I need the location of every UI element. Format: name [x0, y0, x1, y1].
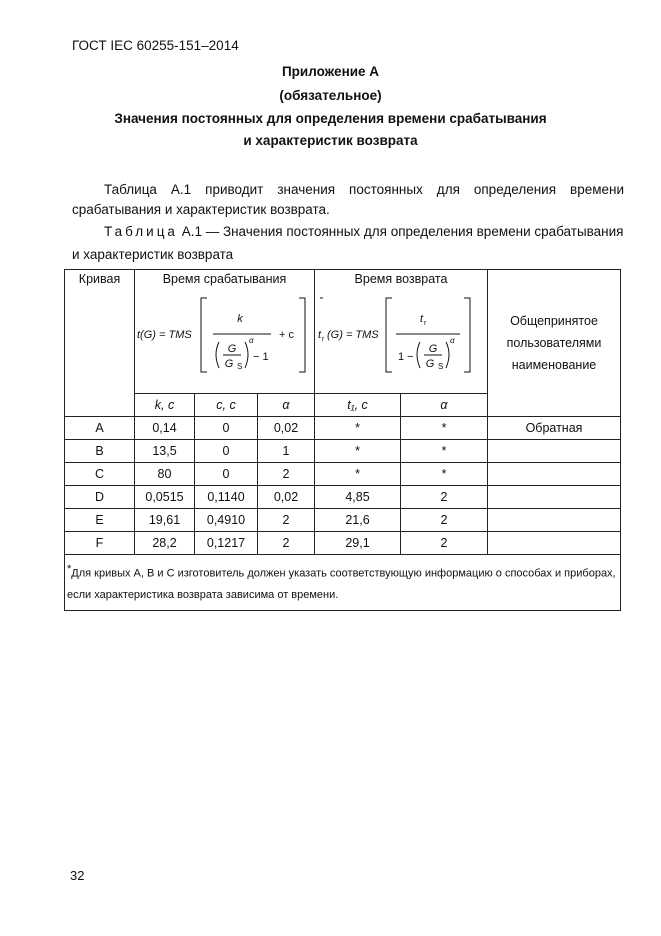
- cell-t1: 29,1: [315, 532, 401, 555]
- svg-text:− 1: − 1: [253, 351, 269, 363]
- cell-common-name: [488, 486, 621, 509]
- table-caption-label: Таблица: [104, 224, 178, 239]
- appendix-heading-line2: и характеристик возврата: [243, 133, 418, 148]
- cell-k: 80: [135, 463, 195, 486]
- svg-text:α: α: [249, 336, 254, 345]
- cell-t1: 21,6: [315, 509, 401, 532]
- table-caption: [72, 222, 624, 242]
- svg-text:α: α: [450, 336, 455, 345]
- table-row: [65, 532, 621, 555]
- cell-curve: D: [65, 486, 135, 509]
- svg-text:k: k: [237, 313, 243, 325]
- header-reset-label: Время возврата: [354, 272, 448, 286]
- document-header: ГОСТ IEC 60255-151–2014: [72, 38, 239, 53]
- cell-alpha-reset: 2: [401, 486, 488, 509]
- cell-common-name: [488, 509, 621, 532]
- cell-common-name: [488, 440, 621, 463]
- svg-text:G: G: [428, 343, 438, 355]
- cell-k: 19,61: [135, 509, 195, 532]
- header-common-name: Общепринятое пользователями наименование: [488, 270, 621, 417]
- table-footnote: [65, 555, 621, 611]
- cell-c: 0,4910: [195, 509, 258, 532]
- svg-text:t: t: [420, 313, 424, 325]
- cell-curve: B: [65, 440, 135, 463]
- cell-alpha: 2: [258, 509, 315, 532]
- cell-k: 0,0515: [135, 486, 195, 509]
- appendix-status: (обязательное): [279, 88, 382, 103]
- svg-text:t: t: [318, 329, 322, 341]
- svg-text:G: G: [425, 358, 435, 370]
- cell-curve: C: [65, 463, 135, 486]
- table-caption-line2: и характеристик возврата: [72, 247, 234, 262]
- constants-table: [64, 269, 621, 611]
- cell-common-name: Обратная: [488, 417, 621, 440]
- cell-alpha: 0,02: [258, 417, 315, 440]
- subheader-k: k, c: [135, 394, 195, 417]
- page-number: 32: [70, 868, 85, 883]
- cell-alpha: 2: [258, 463, 315, 486]
- cell-common-name: [488, 463, 621, 486]
- cell-k: 13,5: [135, 440, 195, 463]
- subheader-c: c, c: [195, 394, 258, 417]
- intro-paragraph: Таблица А.1 приводит значения постоянных для определения времени срабатывания и характеристик возврата.: [72, 182, 624, 217]
- reset-time-formula: [316, 288, 486, 384]
- cell-c: 0,1217: [195, 532, 258, 555]
- cell-t1: *: [315, 440, 401, 463]
- table-caption-number: А.1 — Значения постоянных для определения времени срабатывания: [177, 224, 624, 239]
- svg-text:t(G) = TMS: t(G) = TMS: [137, 329, 192, 341]
- cell-c: 0,1140: [195, 486, 258, 509]
- cell-alpha-reset: *: [401, 463, 488, 486]
- cell-curve: A: [65, 417, 135, 440]
- svg-text:S: S: [438, 362, 444, 371]
- cell-c: 0: [195, 417, 258, 440]
- subheader-alpha-reset: α: [401, 394, 488, 417]
- table-footnote-row: [65, 555, 621, 611]
- subheader-t1: t₁, c: [315, 394, 401, 417]
- table-row: [65, 463, 621, 486]
- appendix-heading-line1: Значения постоянных для определения времени срабатывания: [114, 111, 547, 126]
- cell-t1: *: [315, 463, 401, 486]
- header-reset: [315, 270, 488, 394]
- header-operate-label: Время срабатывания: [162, 272, 287, 286]
- cell-common-name: [488, 532, 621, 555]
- cell-alpha: 0,02: [258, 486, 315, 509]
- svg-text:+ c: + c: [279, 329, 294, 341]
- cell-t1: 4,85: [315, 486, 401, 509]
- footnote-mark: *: [67, 563, 72, 575]
- cell-alpha-reset: *: [401, 417, 488, 440]
- cell-k: 0,14: [135, 417, 195, 440]
- header-operate: [135, 270, 315, 394]
- table-row: [65, 440, 621, 463]
- svg-text:G: G: [224, 358, 234, 370]
- svg-text:r: r: [322, 336, 325, 343]
- svg-text:G: G: [227, 343, 237, 355]
- header-curve: Кривая: [65, 270, 135, 417]
- cell-curve: E: [65, 509, 135, 532]
- cell-curve: F: [65, 532, 135, 555]
- cell-c: 0: [195, 463, 258, 486]
- footnote-text: Для кривых А, В и С изготовитель должен указать соответствующую информацию о способах и приборах, если характеристика возврата зависима от времени.: [67, 567, 616, 601]
- cell-alpha: 1: [258, 440, 315, 463]
- svg-text:r: r: [424, 320, 427, 327]
- cell-alpha: 2: [258, 532, 315, 555]
- svg-text:(G) = TMS: (G) = TMS: [327, 329, 379, 341]
- table-header-row: [65, 270, 621, 394]
- subheader-alpha: α: [258, 394, 315, 417]
- svg-text:S: S: [237, 362, 243, 371]
- cell-k: 28,2: [135, 532, 195, 555]
- table-row: [65, 417, 621, 440]
- cell-alpha-reset: 2: [401, 532, 488, 555]
- cell-t1: *: [315, 417, 401, 440]
- cell-c: 0: [195, 440, 258, 463]
- cell-alpha-reset: *: [401, 440, 488, 463]
- svg-text:1 −: 1 −: [398, 351, 414, 363]
- table-row: [65, 509, 621, 532]
- appendix-title: Приложение А: [281, 64, 380, 79]
- cell-alpha-reset: 2: [401, 509, 488, 532]
- table-row: [65, 486, 621, 509]
- operate-time-formula: [135, 288, 323, 384]
